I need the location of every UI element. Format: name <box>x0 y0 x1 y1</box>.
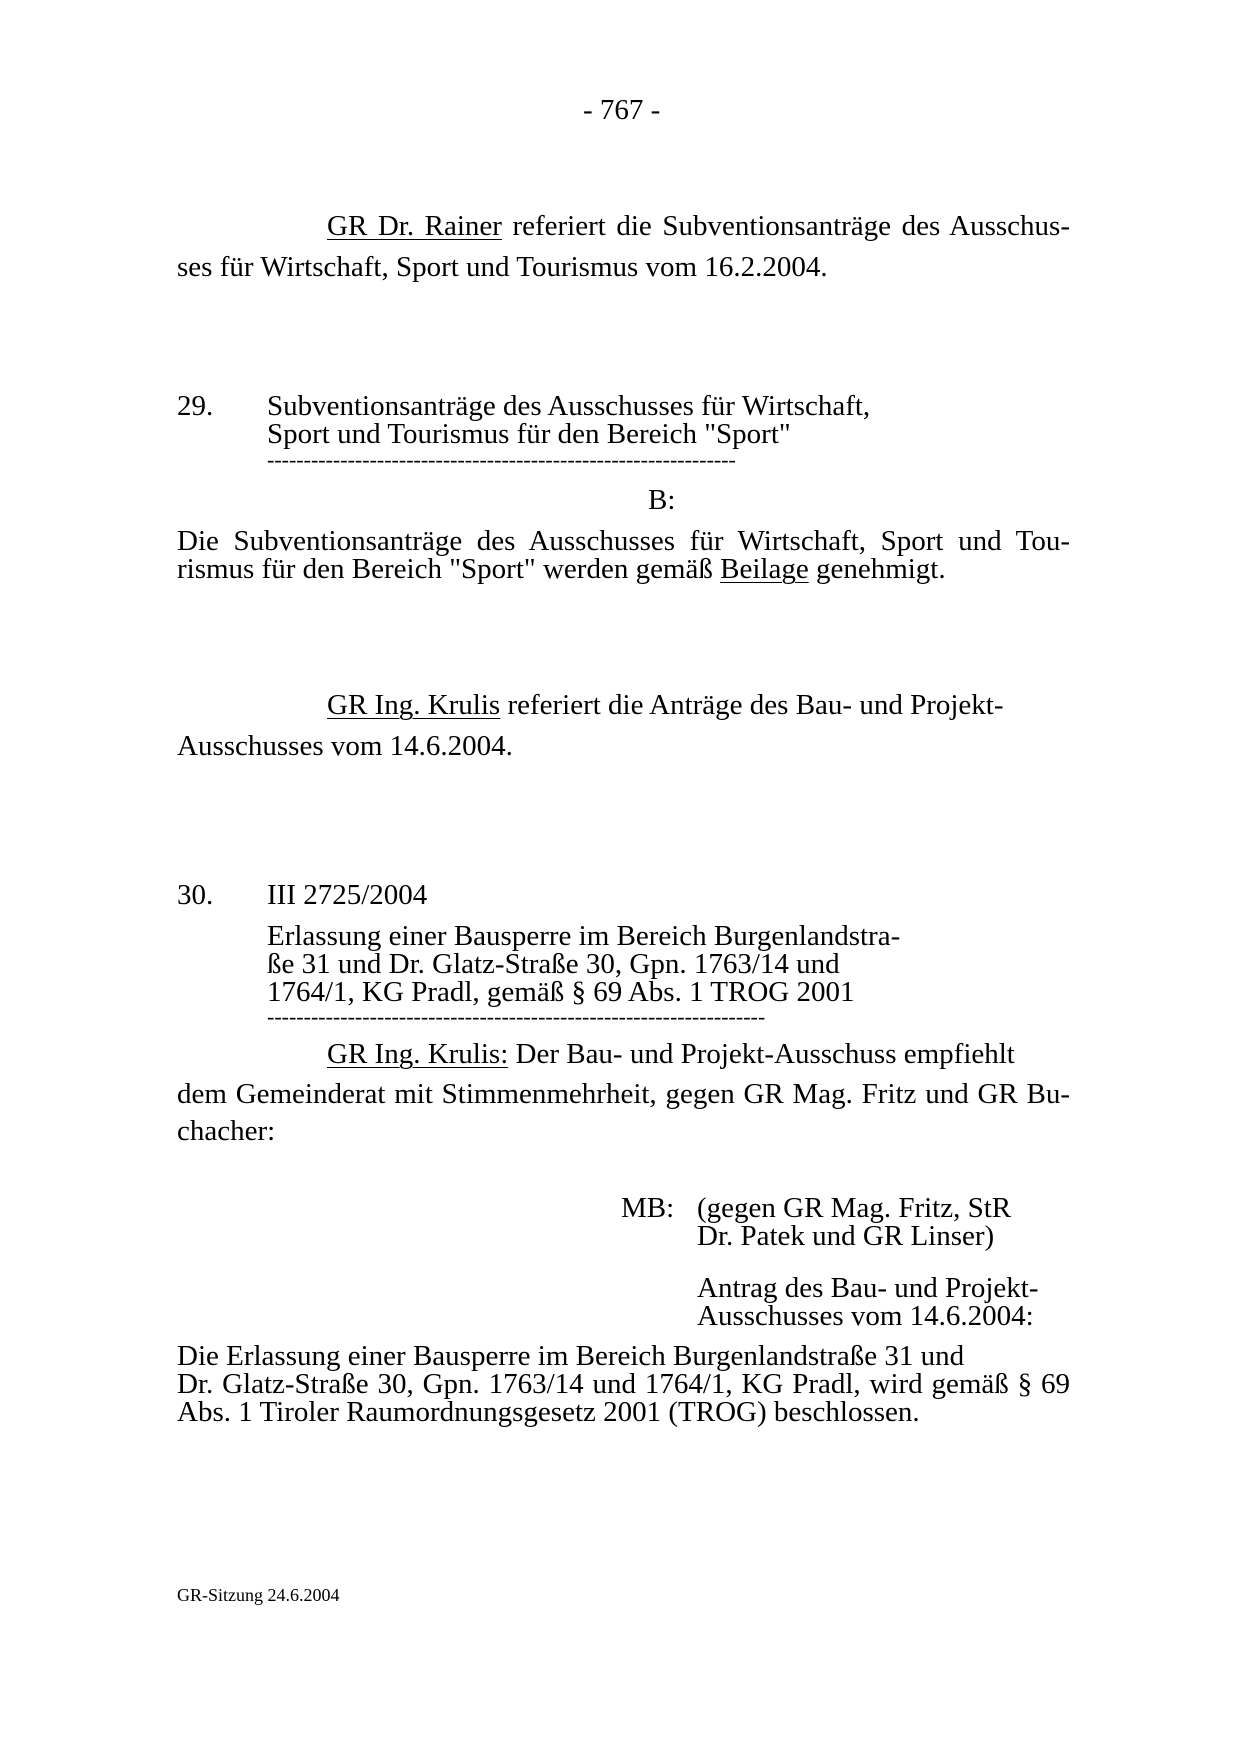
item29-title-line2: Sport und Tourismus für den Bereich "Sport" <box>267 418 791 450</box>
vote-line2: Dr. Patek und GR Linser) <box>697 1220 995 1252</box>
vote-label: MB: <box>621 1192 675 1224</box>
item30-title-line1: Erlassung einer Bausperre im Bereich Burgenlandstra- <box>267 920 901 952</box>
speaker-name: GR Ing. Krulis: <box>327 1038 509 1070</box>
item29-title-line1: Subventionsanträge des Ausschusses für Wirtschaft, <box>267 390 871 422</box>
speaker-name: GR Dr. Rainer <box>327 210 502 242</box>
intro1-line2: ses für Wirtschaft, Sport und Tourismus vom 16.2.2004. <box>177 251 828 283</box>
item30-statement-line1-text: Der Bau- und Projekt-Ausschuss empfiehlt <box>508 1038 1015 1070</box>
intro1-line1 <box>327 212 1070 240</box>
item29-decision-line2 <box>177 555 946 583</box>
item29-decision-line1: Die Subventionsanträge des Ausschusses für Wirtschaft, Sport und Tou- <box>177 525 1070 557</box>
intro2-line2: Ausschusses vom 14.6.2004. <box>177 730 513 762</box>
motion-line1: Antrag des Bau- und Projekt- <box>697 1272 1039 1304</box>
intro1-line1-text: referiert die Subventionsanträge des Ausschus- <box>501 210 1071 242</box>
item29-decision-line2-end: genehmigt. <box>808 553 946 585</box>
item30-title-line3: 1764/1, KG Pradl, gemäß § 69 Abs. 1 TROG 2001 <box>267 976 855 1008</box>
resolution-line2: Dr. Glatz-Straße 30, Gpn. 1763/14 und 1764/1, KG Pradl, wird gemäß § 69 <box>177 1368 1070 1400</box>
resolution-line1: Die Erlassung einer Bausperre im Bereich Burgenlandstraße 31 und <box>177 1340 965 1372</box>
motion-line2: Ausschusses vom 14.6.2004: <box>697 1300 1034 1332</box>
item30-reference: III 2725/2004 <box>267 879 428 911</box>
vote-line1: (gegen GR Mag. Fritz, StR <box>697 1192 1012 1224</box>
item29-number: 29. <box>177 390 214 422</box>
item29-decision-line2-text: rismus für den Bereich "Sport" werden gemäß <box>177 553 721 585</box>
item30-statement-line3: chacher: <box>177 1115 276 1147</box>
item30-title-line2: ße 31 und Dr. Glatz-Straße 30, Gpn. 1763/14 und <box>267 948 840 980</box>
item29-decision-label: B: <box>648 484 676 516</box>
intro2-line1-text: referiert die Anträge des Bau- und Projekt- <box>500 689 1004 721</box>
footer-session-date: GR-Sitzung 24.6.2004 <box>177 1585 340 1605</box>
item30-statement-line1 <box>327 1040 1015 1068</box>
speaker-name: GR Ing. Krulis <box>327 689 501 721</box>
item30-separator: -------------------------------------------------------------------- <box>267 1006 766 1028</box>
attachment-reference: Beilage <box>720 553 809 585</box>
item29-separator: ---------------------------------------------------------------- <box>267 449 736 471</box>
item30-number: 30. <box>177 879 214 911</box>
page-number: - 767 - <box>583 94 661 126</box>
item30-statement-line2: dem Gemeinderat mit Stimmenmehrheit, gegen GR Mag. Fritz und GR Bu- <box>177 1078 1070 1110</box>
intro2-line1 <box>327 691 1004 719</box>
resolution-line3: Abs. 1 Tiroler Raumordnungsgesetz 2001 (TROG) beschlossen. <box>177 1396 920 1428</box>
